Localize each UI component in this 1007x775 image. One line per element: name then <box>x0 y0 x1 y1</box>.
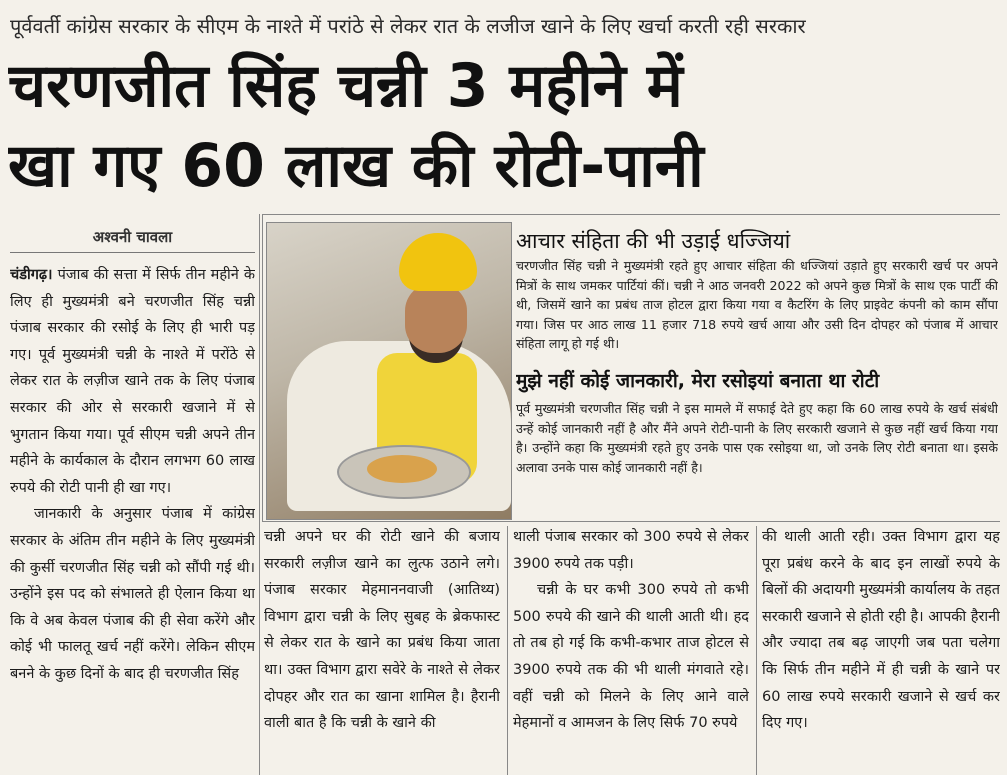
column-2 <box>264 524 500 774</box>
col3-para1: थाली पंजाब सरकार को 300 रुपये से लेकर 3900 रुपये तक पड़ी। <box>513 529 749 572</box>
column-rule-1 <box>259 214 260 775</box>
byline: अश्वनी चावला <box>92 228 173 246</box>
kicker-line: पूर्ववर्ती कांग्रेस सरकार के सीएम के नाश्ते में परांठे से लेकर रात के लजीज खाने के लिए खर्चा करती रही सरकार <box>10 14 806 38</box>
col3-para2: चन्नी के घर कभी 300 रुपये तो कभी 500 रुपये की खाने की थाली आती थी। हद तो तब हो गई कि कभी-कभार ताज होटल से 3900 रुपये तक की भी थाली मंगवाते रहे। वहीं चन्नी को मिलने के लिए आने वाले मेहमानों व आमजन के लिए सिर्फ 70 रुपये <box>513 582 749 732</box>
headline-line-1: चरणजीत सिंह चन्नी 3 महीने में <box>8 51 683 121</box>
news-photo <box>266 222 512 520</box>
photo-box-rule <box>262 521 1000 522</box>
column-3 <box>513 524 749 774</box>
column-rule-3 <box>756 526 757 775</box>
headline-line-2: खा गए 60 लाख की रोटी-पानी <box>8 131 704 201</box>
sidebar-heading-code-of-conduct: आचार संहिता की भी उड़ाई धज्जियां <box>516 229 791 253</box>
byline-rule <box>10 252 255 253</box>
column-4 <box>762 524 1000 774</box>
food-shape <box>367 455 437 483</box>
col1-para2: जानकारी के अनुसार पंजाब में कांग्रेस सरकार के अंतिम तीन महीने के लिए मुख्यमंत्री की कुर्सी चरणजीत सिंह चन्नी को सौंपी गई थी। उन्होंने इस पद को संभालते ही ऐलान किया था कि वे अब केवल पंजाब की ही सेवा करेंगे और कोई भी फालतू खर्च नहीं करेंगे। लेकिन सीएम बनने के कुछ दिनों के बाद ही चरणजीत सिंह <box>10 506 255 682</box>
photo-box-top-rule <box>262 214 1000 215</box>
turban-shape <box>399 233 477 291</box>
photo-box-left-rule <box>262 214 263 522</box>
column-rule-2 <box>507 526 508 775</box>
sidebar-text-code-of-conduct: चरणजीत सिंह चन्नी ने मुख्यमंत्री रहते हुए आचार संहिता की धज्जियां उड़ाते हुए सरकारी खर्च पर अपने मित्रों के साथ जमकर पार्टियां कीं। चन्नी ने आठ जनवरी 2022 को अपने कुछ मित्रों के साथ एक पार्टी की थी, जिसमें खाने का प्रबंध ताज होटल द्वारा किया गया व कैटरिंग के लिए प्राइवेट कंपनी को काम सौंपा गया। जिस पर आठ लाख 11 हजार 718 रुपये खर्च आया और उसी दिन दोपहर को पंजाब में आचार संहिता लागू हो गई थी। <box>516 258 998 352</box>
col4-text: की थाली आती रही। उक्त विभाग द्वारा यह पूरा प्रबंध करने के बाद इन लाखों रुपये के बिलों की अदायगी मुख्यमंत्री कार्यालय के तहत सरकारी खजाने से होती रही है। आपकी हैरानी और ज्यादा तब बढ़ जाएगी जब पता चलेगा कि सिर्फ तीन महीने में ही चन्नी के खाने पर 60 लाख रुपये सरकारी खजाने से खर्च कर दिए गए। <box>762 529 1000 732</box>
column-1-top <box>10 262 255 774</box>
face-shape <box>405 283 467 353</box>
sidebar-text-statement: पूर्व मुख्यमंत्री चरणजीत सिंह चन्नी ने इस मामले में सफाई देते हुए कहा कि 60 लाख रुपये के खर्च संबंधी उन्हें कोई जानकारी नहीं है और मैंने अपने रोटी-पानी के लिए सरकारी खजाने से कुछ नहीं खर्च किया गया है। उन्होंने कहा कि मुख्यमंत्री रहते हुए उनके पास एक रसोइया था, जो उनके लिए रोटी बनाता था। इसके अलावा उनके पास कोई जानकारी नहीं है। <box>516 401 998 475</box>
sidebar-heading-statement: मुझे नहीं कोई जानकारी, मेरा रसोइयां बनाता था रोटी <box>516 370 880 392</box>
dateline: चंडीगढ़। <box>10 267 53 283</box>
col1-para1: पंजाब की सत्ता में सिर्फ तीन महीने के लिए ही मुख्यमंत्री बने चरणजीत सिंह चन्नी पंजाब सरकार की रसोई के लिए ही भारी पड़ गए। पूर्व मुख्यमंत्री चन्नी के नाश्ते में परोंठे से लेकर रात के लज़ीज खाने तक के लिए पंजाब सरकार की ओर से सरकारी खजाने में से भुगतान किया गया। पूर्व सीएम चन्नी अपने तीन महीने के कार्यकाल के दौरान लगभग 60 लाख रुपये की रोटी पानी ही खा गए। <box>10 267 255 496</box>
col2-text: चन्नी अपने घर की रोटी खाने की बजाय सरकारी लज़ीज खाने का लुत्फ उठाने लगे। पंजाब सरकार मेहमाननवाजी (आतिथ्य) विभाग द्वारा चन्नी के लिए सुबह के ब्रेकफास्ट से लेकर रात के खाने का प्रबंध किया जाता था। उक्त विभाग द्वारा सवेरे के नाश्ते से लेकर दोपहर और रात का खाना शामिल है। हैरानी वाली बात है कि चन्नी के खाने की <box>264 529 500 732</box>
